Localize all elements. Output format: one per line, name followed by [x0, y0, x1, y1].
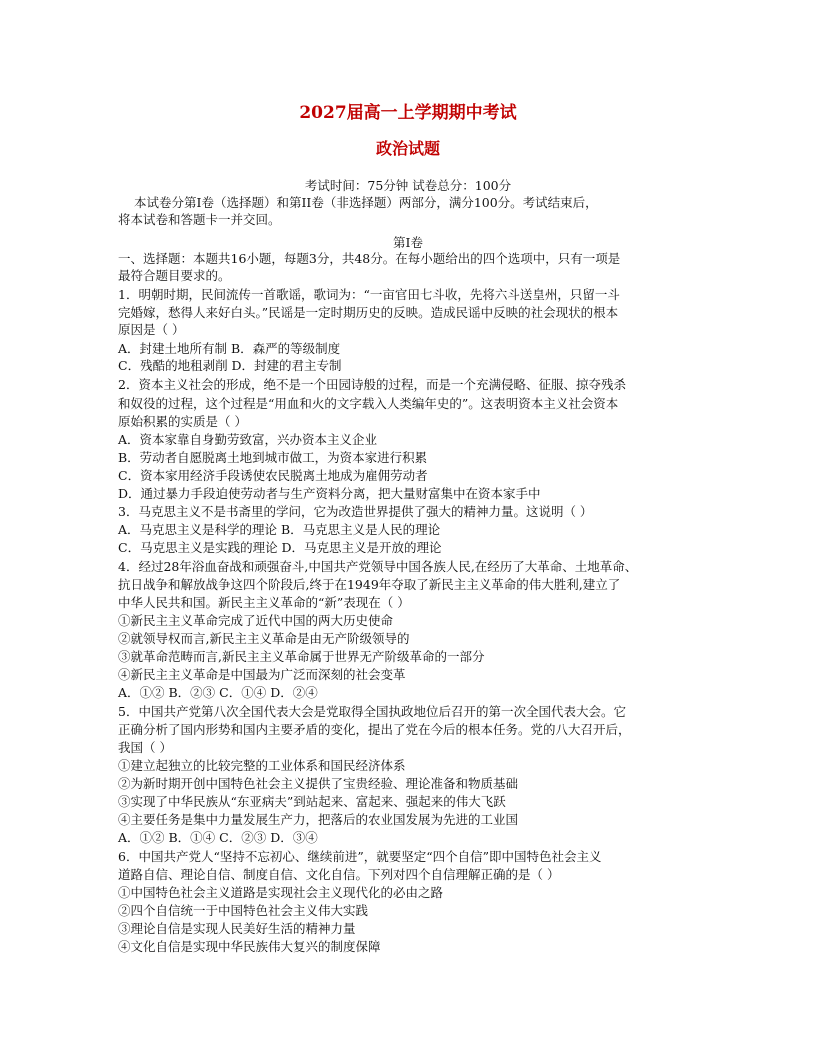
q2-stem-2: 和奴役的过程，这个过程是“用血和火的文字载入人类编年史的”。这表明资本主义社会资本: [118, 396, 619, 411]
q2-stem-1: 2．资本主义社会的形成，绝不是一个田园诗般的过程，而是一个充满侵略、征服、掠夺残杀: [118, 377, 626, 392]
q2-option-c: C．资本家用经济手段诱使农民脱离土地成为雇佣劳动者: [118, 468, 428, 483]
q5-stem-1: 5．中国共产党第八次全国代表大会是党取得全国执政地位后召开的第一次全国代表大会。它: [118, 704, 626, 719]
intro-line-1: 本试卷分第I卷（选择题）和第II卷（非选择题）两部分，满分100分。考试结束后，: [134, 195, 598, 210]
q4-choices: A．①② B．②③ C．①④ D．②④: [118, 685, 318, 700]
q1-stem-1: 1．明朝时期，民间流传一首歌谣，歌词为：“一亩官田七斗收，先将六斗送皇州，只留一斗: [118, 287, 620, 302]
q3-option-row-2: C．马克思主义是实践的理论 D．马克思主义是开放的理论: [118, 540, 442, 555]
q5-stem-3: 我国（ ）: [118, 740, 172, 755]
exam-subtitle: 政治试题: [375, 139, 440, 158]
q4-statement-2: ②就领导权而言,新民主主义革命是由无产阶级领导的: [118, 631, 410, 646]
q4-stem-3: 中华人民共和国。新民主主义革命的“新”表现在（ ）: [118, 595, 410, 610]
q3-stem-1: 3．马克思主义不是书斋里的学问，它为改造世界提供了强大的精神力量。这说明（ ）: [118, 504, 593, 519]
q6-statement-4: ④文化自信是实现中华民族伟大复兴的制度保障: [118, 939, 381, 954]
q4-statement-1: ①新民主主义革命完成了近代中国的两大历史使命: [118, 613, 394, 628]
q2-stem-3: 原始积累的实质是（ ）: [118, 414, 247, 429]
q1-stem-2: 完婚嫁，愁得人来好白头。”民谣是一定时期历史的反映。造成民谣中反映的社会现状的根本: [118, 305, 619, 320]
q5-statement-4: ④主要任务是集中力量发展生产力，把落后的农业国发展为先进的工业国: [118, 812, 519, 827]
q1-stem-3: 原因是（ ）: [118, 322, 185, 337]
q5-statement-2: ②为新时期开创中国特色社会主义提供了宝贵经验、理论准备和物质基础: [118, 776, 519, 791]
intro-line-2: 将本试卷和答题卡一并交回。: [118, 212, 281, 227]
q6-statement-1: ①中国特色社会主义道路是实现社会主义现代化的必由之路: [118, 885, 444, 900]
instructions-line-2: 最符合题目要求的。: [118, 268, 231, 283]
q6-statement-2: ②四个自信统一于中国特色社会主义伟大实践: [118, 903, 369, 918]
q4-statement-3: ③就革命范畴而言,新民主主义革命属于世界无产阶级革命的一部分: [118, 649, 485, 664]
q2-option-b: B．劳动者自愿脱离土地到城市做工，为资本家进行积累: [118, 450, 428, 465]
q1-option-row-1: A．封建土地所有制 B．森严的等级制度: [118, 341, 341, 356]
q3-option-row-1: A．马克思主义是科学的理论 B．马克思主义是人民的理论: [118, 522, 441, 537]
q4-stem-1: 4．经过28年浴血奋战和顽强奋斗,中国共产党领导中国各族人民,在经历了大革命、土地革命、: [118, 559, 638, 574]
q2-option-d: D．通过暴力手段迫使劳动者与生产资料分离，把大量财富集中在资本家手中: [118, 486, 541, 501]
q6-stem-2: 道路自信、理论自信、制度自信、文化自信。下列对四个自信理解正确的是（ ）: [118, 867, 560, 882]
q5-stem-2: 正确分析了国内形势和国内主要矛盾的变化，提出了党在今后的根本任务。党的八大召开后，: [118, 722, 631, 737]
q5-choices: A．①② B．①④ C．②③ D．③④: [118, 830, 318, 845]
q6-stem-1: 6．中国共产党人“坚持不忘初心、继续前进”，就要坚定“四个自信”即中国特色社会主义: [118, 849, 602, 864]
q5-statement-1: ①建立起独立的比较完整的工业体系和国民经济体系: [118, 758, 406, 773]
q6-statement-3: ③理论自信是实现人民美好生活的精神力量: [118, 921, 356, 936]
instructions-line-1: 一、选择题：本题共16小题，每题3分，共48分。在每小题给出的四个选项中，只有一项是: [118, 251, 621, 266]
exam-title: 2027届高一上学期期中考试: [299, 103, 517, 123]
q4-statement-4: ④新民主主义革命是中国最为广泛而深刻的社会变革: [118, 667, 406, 682]
exam-info: 考试时间：75分钟 试卷总分：100分: [304, 178, 512, 193]
q5-statement-3: ③实现了中华民族从“东亚病夫”到站起来、富起来、强起来的伟大飞跃: [118, 794, 506, 809]
q2-option-a: A．资本家靠自身勤劳致富，兴办资本主义企业: [118, 432, 378, 447]
q1-option-row-2: C．残酷的地租剥削 D．封建的君主专制: [118, 358, 342, 373]
section-heading: 第I卷: [393, 235, 423, 250]
q4-stem-2: 抗日战争和解放战争这四个阶段后,终于在1949年夺取了新民主主义革命的伟大胜利,建立了: [118, 577, 621, 592]
